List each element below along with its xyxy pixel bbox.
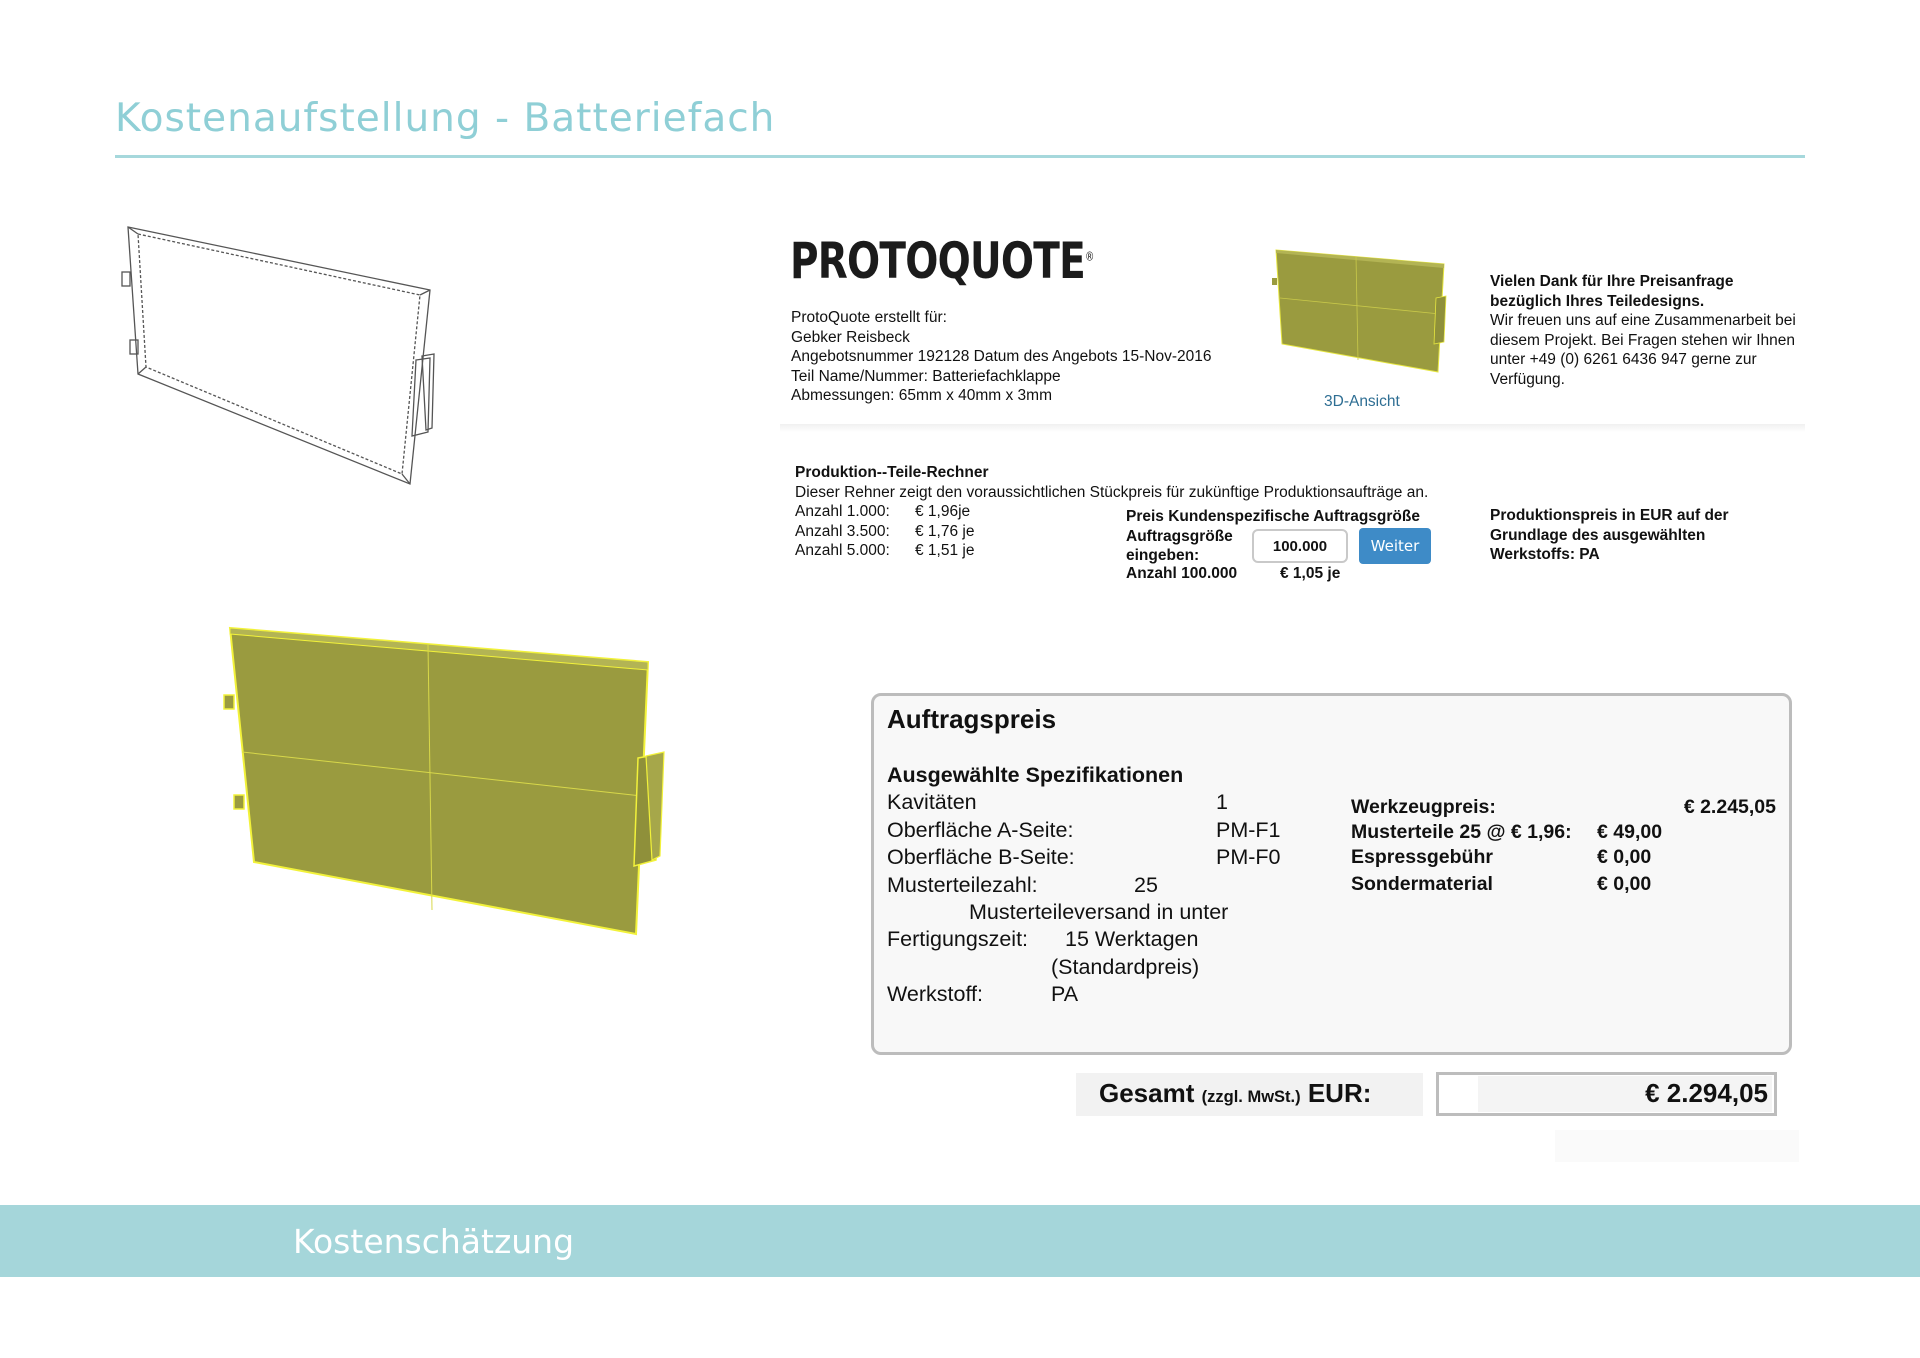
thank-you-note — [1490, 272, 1800, 389]
calculator-description: Dieser Rehner zeigt den voraussichtlichen Stückpreis für zukünftige Produktionsaufträge an. — [795, 483, 1429, 501]
total-label-text: Gesamt — [1099, 1078, 1195, 1108]
title-divider — [115, 155, 1805, 158]
custom-order-title: Preis Kundenspezifische Auftragsgröße — [1126, 508, 1420, 525]
total-value: € 2.294,05 — [1645, 1078, 1768, 1108]
price-row-label: Anzahl 3.500: — [795, 522, 890, 540]
quote-info — [791, 308, 1212, 406]
selected-specs-title: Ausgewählte Spezifikationen — [887, 763, 1184, 787]
spec-value: PA — [1051, 982, 1079, 1006]
spec-value: 1 — [1216, 790, 1228, 814]
weiter-button[interactable]: Weiter — [1359, 528, 1431, 564]
spec-label: Werkstoff: — [887, 982, 983, 1006]
price-row-value: € 1,76 je — [915, 522, 975, 540]
cost-value: € 2.245,05 — [1683, 796, 1776, 818]
protoquote-logo: PROTOQUOTE® — [790, 232, 1094, 290]
footer-band — [0, 1205, 1920, 1277]
cost-label: Espressgebühr — [1351, 846, 1493, 868]
part-3d-thumbnail[interactable] — [1272, 248, 1452, 378]
3d-view-link[interactable]: 3D-Ansicht — [1324, 393, 1400, 410]
footer-label: Kostenschätzung — [293, 1222, 575, 1261]
spec-label: Oberfläche A-Seite: — [887, 818, 1074, 842]
custom-quantity-label: Anzahl 100.000 — [1126, 565, 1238, 582]
spec-note: (Standardpreis) — [1051, 955, 1200, 979]
quote-line: Teil Name/Nummer: Batteriefachklappe — [791, 367, 1061, 385]
order-size-label-2: eingeben: — [1126, 547, 1200, 564]
production-price-note: Produktionspreis in EUR auf der Grundlage des ausgewählten Werkstoffs: PA — [1490, 507, 1729, 563]
price-row-value: € 1,51 je — [915, 542, 975, 559]
spec-label: Oberfläche B-Seite: — [887, 845, 1075, 869]
cost-label: Werkzeugpreis: — [1351, 796, 1496, 818]
spec-value: 25 — [1134, 873, 1158, 897]
order-size-label: Auftragsgröße — [1126, 527, 1233, 545]
quote-line: Gebker Reisbeck — [791, 328, 910, 346]
part-3d-render — [220, 620, 670, 960]
spec-value: 15 Werktagen — [1065, 927, 1199, 951]
spec-label: Fertigungszeit: — [887, 927, 1029, 951]
spec-label: Kavitäten — [887, 790, 977, 814]
spec-label: Musterteilezahl: — [887, 873, 1038, 897]
price-row-value: € 1,96je — [915, 503, 971, 520]
spec-value: PM-F0 — [1216, 845, 1281, 869]
page-title: Kostenaufstellung - Batteriefach — [115, 96, 776, 141]
calculator-title: Produktion--Teile-Rechner — [795, 464, 989, 481]
cost-value: € 0,00 — [1597, 846, 1652, 868]
wireframe-part-drawing — [118, 222, 438, 492]
total-vat-note: (zzgl. MwSt.) — [1201, 1088, 1301, 1106]
spec-value: PM-F1 — [1216, 818, 1281, 842]
cost-label: Sondermaterial — [1351, 873, 1493, 895]
quote-line: Abmessungen: 65mm x 40mm x 3mm — [791, 387, 1053, 404]
cost-value: € 0,00 — [1597, 873, 1652, 895]
blank-panel — [1555, 1130, 1799, 1162]
price-row-label: Anzahl 5.000: — [795, 542, 890, 559]
cost-value: € 49,00 — [1597, 821, 1663, 843]
order-price-title: Auftragspreis — [887, 704, 1057, 734]
quote-line: ProtoQuote erstellt für: — [791, 309, 947, 326]
spec-note: Musterteileversand in unter — [969, 900, 1229, 924]
thank-you-heading: Vielen Dank für Ihre Preisanfrage bezüglich Ihres Teiledesigns. — [1490, 273, 1734, 310]
price-row-label: Anzahl 1.000: — [795, 503, 890, 520]
custom-quantity-price: € 1,05 je — [1280, 565, 1341, 582]
thank-you-text: Wir freuen uns auf eine Zusammenarbeit bei diesem Projekt. Bei Fragen stehen wir Ihnen unter +49 (0) 6261 6436 947 gerne zur Verfügung. — [1490, 312, 1796, 388]
section-divider — [780, 424, 1805, 432]
cost-label: Musterteile 25 @ € 1,96: — [1351, 821, 1572, 843]
total-label — [1099, 1078, 1371, 1109]
quote-line: Angebotsnummer 192128 Datum des Angebots 15-Nov-2016 — [791, 348, 1212, 365]
order-size-input[interactable] — [1252, 529, 1348, 563]
total-currency: EUR: — [1307, 1078, 1372, 1108]
